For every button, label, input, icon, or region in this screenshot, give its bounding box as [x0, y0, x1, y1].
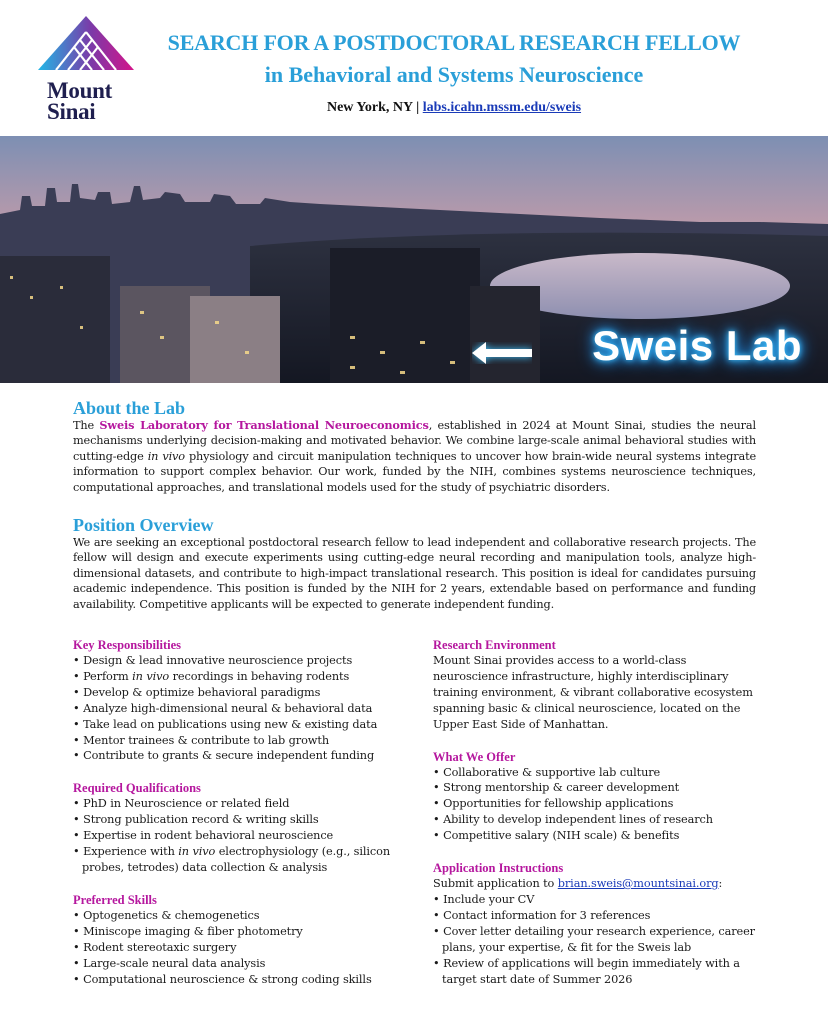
list-item: • Experience with in vivo electrophysiology (e.g., silicon probes, tetrodes) data collection & analysis	[73, 844, 408, 876]
list-item: • Mentor trainees & contribute to lab growth	[73, 733, 408, 749]
list-item: • Competitive salary (NIH scale) & benefits	[433, 828, 763, 844]
list-item: • Review of applications will begin immediately with a target start date of Summer 2026	[433, 956, 763, 988]
sweis-lab-label: Sweis Lab	[592, 322, 802, 369]
location-line	[140, 100, 768, 116]
page-title: SEARCH FOR A POSTDOCTORAL RESEARCH FELLOW	[167, 30, 741, 55]
responsibilities-heading: Key Responsibilities	[73, 638, 181, 652]
list-item: • Contact information for 3 references	[433, 908, 763, 924]
list-item: • Develop & optimize behavioral paradigms	[73, 685, 408, 701]
list-item: • Take lead on publications using new & existing data	[73, 717, 408, 733]
application-heading: Application Instructions	[433, 861, 564, 876]
list-item: • Include your CV	[433, 892, 763, 908]
list-item: • Cover letter detailing your research experience, career plans, your expertise, & fit for the Sweis lab	[433, 924, 763, 956]
list-item: • Optogenetics & chemogenetics	[73, 908, 408, 924]
application-section	[433, 860, 763, 987]
list-item: • Collaborative & supportive lab culture	[433, 765, 763, 781]
location-text: New York, NY |	[326, 100, 420, 115]
logo-wordmark	[47, 80, 112, 122]
list-item: • Opportunities for fellowship applications	[433, 796, 763, 812]
offer-heading: What We Offer	[433, 749, 516, 764]
qualifications-heading: Required Qualifications	[73, 781, 201, 796]
list-item: • Miniscope imaging & fiber photometry	[73, 924, 408, 940]
left-column	[73, 637, 408, 987]
application-intro: Submit application to brian.sweis@mountsinai.org:	[433, 877, 723, 891]
list-item: • Computational neuroscience & strong coding skills	[73, 972, 408, 988]
logo-word-mount: Mount	[47, 78, 112, 103]
contact-email-link[interactable]: brian.sweis@mountsinai.org	[557, 877, 719, 891]
environment-text: Mount Sinai provides access to a world-class neuroscience infrastructure, highly interdisciplinary training environment, & vibrant collaborative ecosystem spanning basic & clinical neuroscience, located on the Upper East Side of Manhattan.	[433, 654, 753, 731]
overview-heading: Position Overview	[73, 515, 214, 535]
mount-sinai-logo-mark	[36, 14, 136, 84]
right-column	[433, 637, 763, 987]
about-text: The Sweis Laboratory for Translational Neuroeconomics, established in 2024 at Mount Sinai, studies the neural mechanisms underlying decision-making and motivated behavior. We combine large-scale animal behavioral studies with cutting-edge in vivo physiology and circuit manipulation techniques to uncover how brain-wide neural systems integrate information to support complex behavior. Our work, funded by the NIH, combines systems neuroscience techniques, computational approaches, and translational models used for the study of psychiatric disorders.	[73, 418, 756, 494]
list-item: • Rodent stereotaxic surgery	[73, 940, 408, 956]
list-item: • Large-scale neural data analysis	[73, 956, 408, 972]
hero-image	[0, 136, 828, 383]
environment-section	[433, 637, 763, 733]
lab-website-link[interactable]: labs.icahn.mssm.edu/sweis	[422, 100, 582, 115]
preferred-skills-section	[73, 892, 408, 988]
list-item: • Perform in vivo recordings in behaving rodents	[73, 669, 408, 685]
list-item: • Expertise in rodent behavioral neuroscience	[73, 828, 408, 844]
offer-section	[433, 749, 763, 845]
lab-name: Sweis Laboratory for Translational Neuroeconomics	[99, 418, 429, 432]
list-item: • Ability to develop independent lines of research	[433, 812, 763, 828]
overview-text: We are seeking an exceptional postdoctoral research fellow to lead independent and collaborative research projects. The fellow will design and execute experiments using cutting-edge neural recording and manipulation tools, analyze high-dimensional datasets, and contribute to high-impact translational research. This position is ideal for candidates pursuing academic independence. This position is funded by the NIH for 2 years, extendable based on performance and funding availability. Competitive applicants will be expected to generate independent funding.	[73, 536, 756, 611]
page-subtitle: in Behavioral and Systems Neuroscience	[264, 62, 644, 87]
list-item: • Strong mentorship & career development	[433, 780, 763, 796]
about-section	[73, 398, 756, 495]
logo-word-sinai: Sinai	[47, 99, 96, 124]
responsibilities-section	[73, 637, 408, 764]
list-item: • Analyze high-dimensional neural & behavioral data	[73, 701, 408, 717]
list-item: • Design & lead innovative neuroscience projects	[73, 653, 408, 669]
about-heading: About the Lab	[73, 398, 186, 418]
overview-section	[73, 515, 756, 612]
arrow-left-icon	[472, 342, 532, 364]
list-item: • PhD in Neuroscience or related field	[73, 796, 408, 812]
environment-heading: Research Environment	[433, 638, 556, 652]
qualifications-section	[73, 780, 408, 876]
list-item: • Strong publication record & writing skills	[73, 812, 408, 828]
list-item: • Contribute to grants & secure independent funding	[73, 748, 408, 764]
preferred-skills-heading: Preferred Skills	[73, 892, 157, 907]
